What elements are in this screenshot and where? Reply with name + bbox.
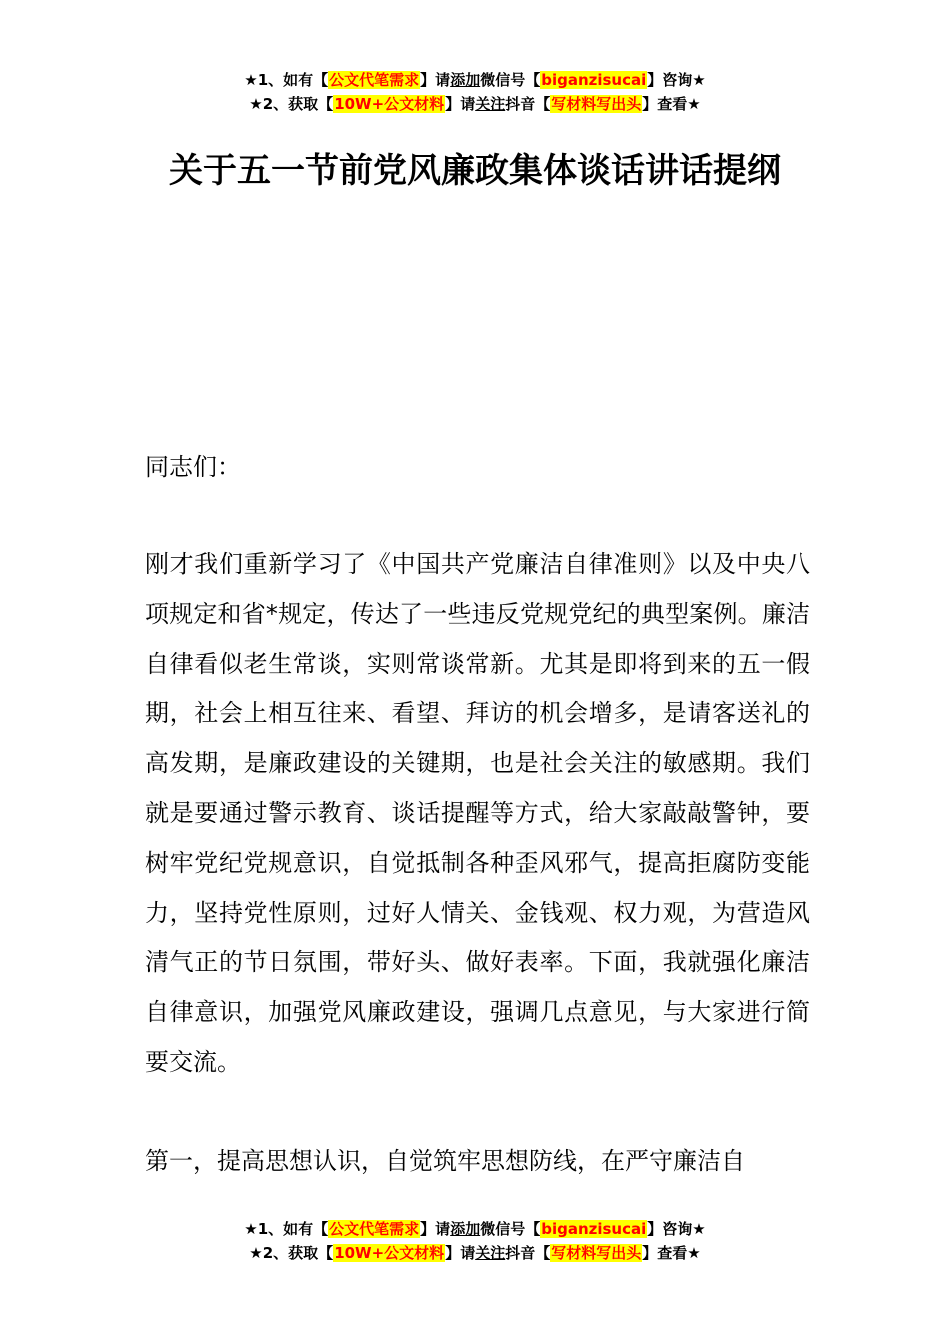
banner-line-2: ★2、获取【10W+公文材料】请关注抖音【写材料写出头】查看★ — [249, 95, 701, 113]
highlight-douyin-id: 写材料写出头 — [551, 1244, 642, 1262]
banner-line-1: ★1、如有【公文代笔需求】请添加微信号【biganzisucai】咨询★ — [244, 71, 706, 89]
header-banner — [0, 68, 950, 116]
highlight-douyin-id: 写材料写出头 — [551, 95, 642, 113]
salutation: 同志们： — [145, 453, 241, 481]
highlight-materials: 10W+公文材料 — [334, 1244, 445, 1262]
paragraph-point-one: 第一，提高思想认识，自觉筑牢思想防线，在严守廉洁自 — [145, 1147, 745, 1175]
underlined-word: 添加 — [450, 71, 481, 89]
highlight-service: 公文代笔需求 — [329, 71, 420, 89]
underlined-word: 关注 — [475, 1244, 506, 1262]
paragraph-intro: 刚才我们重新学习了《中国共产党廉洁自律准则》以及中央八项规定和省*规定，传达了一些违反党规党纪的典型案例。廉洁自律看似老生常谈，实则常谈常新。尤其是即将到来的五一假期，社会上相互往来、看望、拜访的机会增多，是请客送礼的高发期，是廉政建设的关键期，也是社会关注的敏感期。我们就是要通过警示教育、谈话提醒等方式，给大家敲敲警钟，要树牢党纪党规意识，自觉抵制各种歪风邪气，提高拒腐防变能力，坚持党性原则，过好人情关、金钱观、权力观，为营造风清气正的节日氛围，带好头、做好表率。下面，我就强化廉洁自律意识，加强党风廉政建设，强调几点意见，与大家进行简要交流。 — [145, 550, 810, 1076]
banner-line-2: ★2、获取【10W+公文材料】请关注抖音【写材料写出头】查看★ — [249, 1244, 701, 1262]
banner-line-1: ★1、如有【公文代笔需求】请添加微信号【biganzisucai】咨询★ — [244, 1220, 706, 1238]
underlined-word: 添加 — [450, 1220, 481, 1238]
document-title: 关于五一节前党风廉政集体谈话讲话提纲 — [169, 151, 781, 191]
highlight-wechat-id: biganzisucai — [541, 1220, 647, 1238]
footer-banner — [0, 1217, 950, 1265]
highlight-wechat-id: biganzisucai — [541, 71, 647, 89]
highlight-materials: 10W+公文材料 — [334, 95, 445, 113]
highlight-service: 公文代笔需求 — [329, 1220, 420, 1238]
underlined-word: 关注 — [475, 95, 506, 113]
